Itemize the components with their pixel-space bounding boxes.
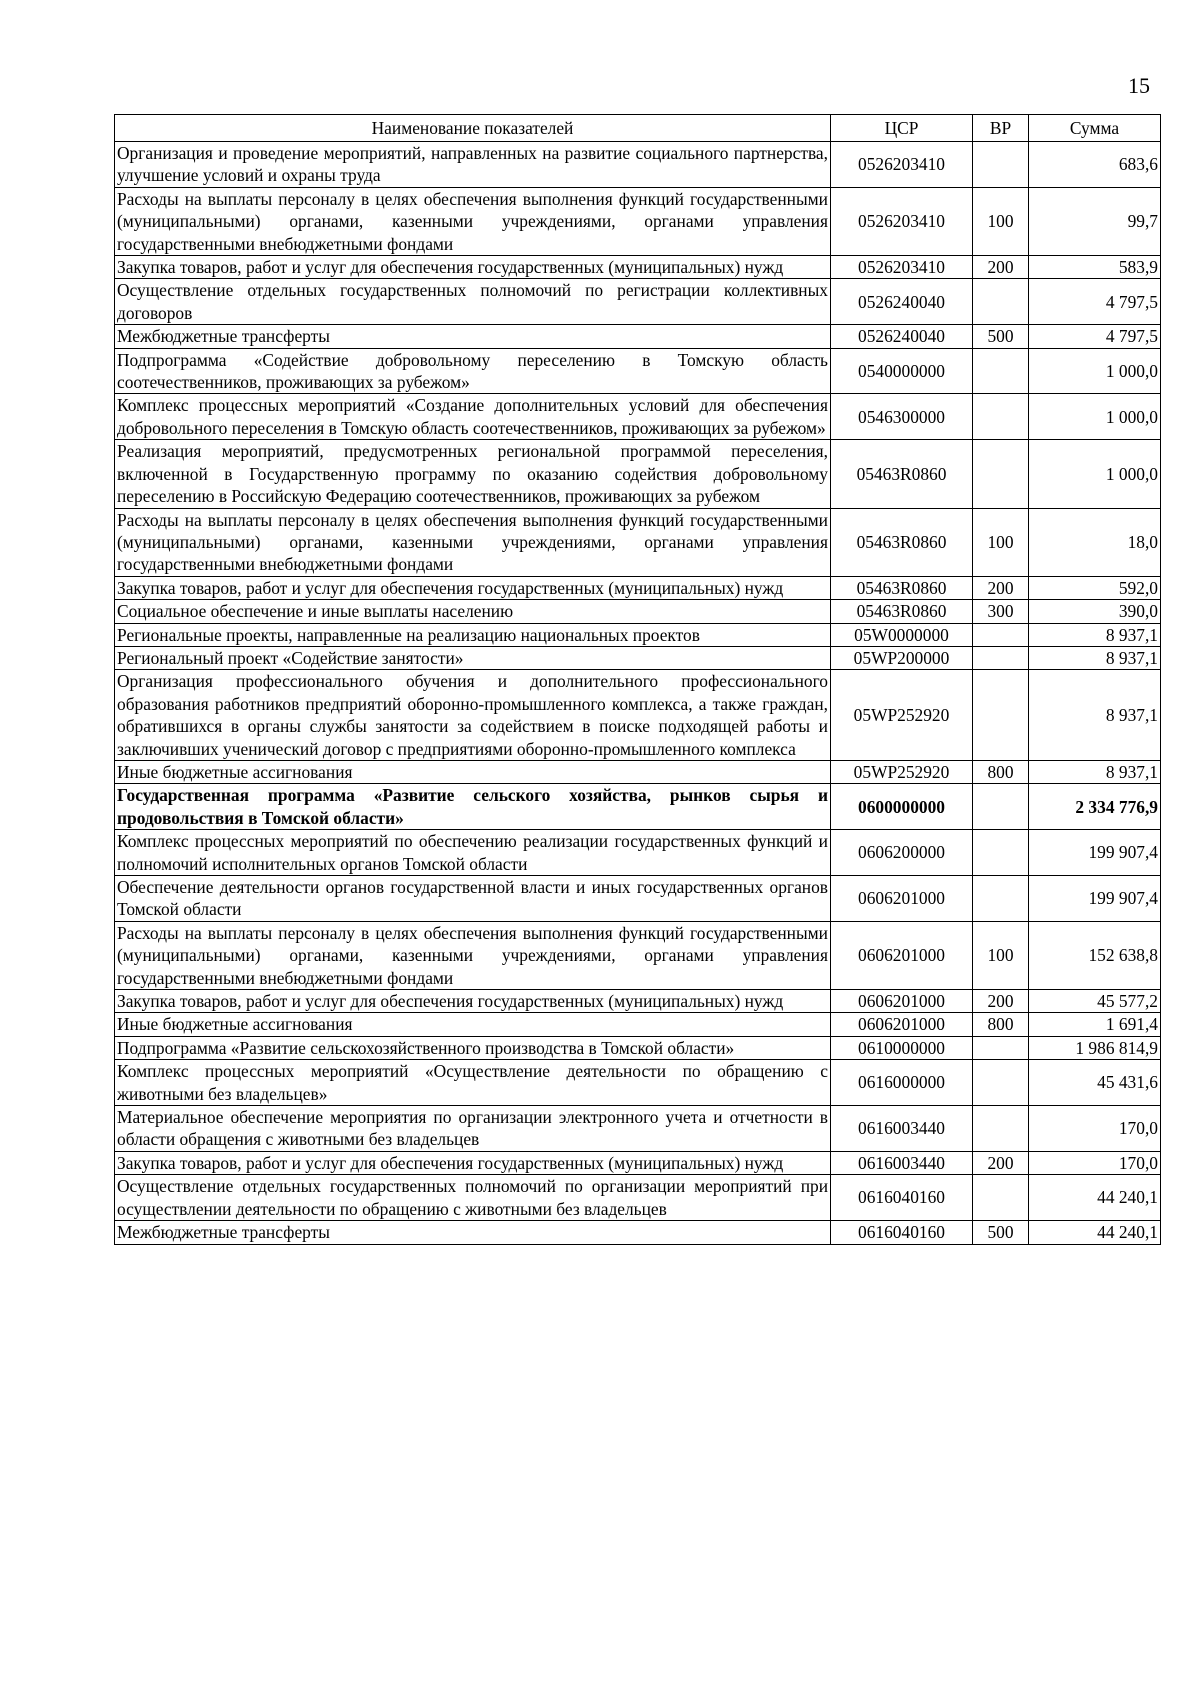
row-vr-cell xyxy=(973,1175,1029,1221)
row-vr-cell xyxy=(973,348,1029,394)
table-header-row xyxy=(115,115,1161,142)
header-vr: ВР xyxy=(973,115,1029,142)
row-sum-cell: 199 907,4 xyxy=(1029,876,1161,922)
row-sum-cell: 4 797,5 xyxy=(1029,279,1161,325)
row-vr-cell xyxy=(973,1106,1029,1152)
row-code-cell: 0616040160 xyxy=(831,1175,973,1221)
row-vr-cell: 500 xyxy=(973,1221,1029,1244)
row-code-cell: 0526240040 xyxy=(831,325,973,348)
table-row xyxy=(115,784,1161,830)
header-name: Наименование показателей xyxy=(115,115,831,142)
row-code-cell: 0526203410 xyxy=(831,142,973,188)
row-name-cell: Закупка товаров, работ и услуг для обеспечения государственных (муниципальных) нужд xyxy=(115,256,831,279)
table-row xyxy=(115,508,1161,576)
row-code-cell: 0540000000 xyxy=(831,348,973,394)
table-row xyxy=(115,256,1161,279)
row-code-cell: 0600000000 xyxy=(831,784,973,830)
row-sum-cell: 8 937,1 xyxy=(1029,760,1161,783)
row-name-cell: Социальное обеспечение и иные выплаты населению xyxy=(115,600,831,623)
table-row xyxy=(115,600,1161,623)
row-vr-cell xyxy=(973,394,1029,440)
row-sum-cell: 2 334 776,9 xyxy=(1029,784,1161,830)
table-row xyxy=(115,990,1161,1013)
header-sum: Сумма xyxy=(1029,115,1161,142)
row-sum-cell: 152 638,8 xyxy=(1029,921,1161,989)
row-name-cell: Организация и проведение мероприятий, направленных на развитие социального партнерства, улучшение условий и охраны труда xyxy=(115,142,831,188)
row-code-cell: 05463R0860 xyxy=(831,508,973,576)
row-vr-cell xyxy=(973,876,1029,922)
row-name-cell: Комплекс процессных мероприятий «Осуществление деятельности по обращению с животными без владельцев» xyxy=(115,1060,831,1106)
row-vr-cell: 100 xyxy=(973,921,1029,989)
row-name-cell: Межбюджетные трансферты xyxy=(115,1221,831,1244)
row-code-cell: 05463R0860 xyxy=(831,576,973,599)
row-sum-cell: 1 986 814,9 xyxy=(1029,1036,1161,1059)
table-row xyxy=(115,1151,1161,1174)
row-sum-cell: 390,0 xyxy=(1029,600,1161,623)
row-vr-cell xyxy=(973,1036,1029,1059)
row-sum-cell: 18,0 xyxy=(1029,508,1161,576)
row-name-cell: Осуществление отдельных государственных полномочий по регистрации коллективных договоров xyxy=(115,279,831,325)
row-code-cell: 0616040160 xyxy=(831,1221,973,1244)
row-code-cell: 05WP252920 xyxy=(831,670,973,761)
budget-table xyxy=(114,114,1161,1245)
row-vr-cell: 200 xyxy=(973,576,1029,599)
row-name-cell: Организация профессионального обучения и дополнительного профессионального образования работников предприятий оборонно-промышленного комплекса, а также граждан, обратившихся в органы службы занятости за содействием в поиске подходящей работы и заключивших ученический договор с предприятиями оборонно-промышленного комплекса xyxy=(115,670,831,761)
table-row xyxy=(115,348,1161,394)
row-code-cell: 0616000000 xyxy=(831,1060,973,1106)
row-code-cell: 0606201000 xyxy=(831,1013,973,1036)
table-row xyxy=(115,623,1161,646)
row-code-cell: 05463R0860 xyxy=(831,600,973,623)
row-code-cell: 05WP252920 xyxy=(831,760,973,783)
table-row xyxy=(115,670,1161,761)
row-sum-cell: 683,6 xyxy=(1029,142,1161,188)
table-row xyxy=(115,142,1161,188)
row-vr-cell xyxy=(973,670,1029,761)
row-code-cell: 0606201000 xyxy=(831,876,973,922)
row-code-cell: 0606201000 xyxy=(831,921,973,989)
row-sum-cell: 45 431,6 xyxy=(1029,1060,1161,1106)
row-sum-cell: 1 000,0 xyxy=(1029,440,1161,508)
table-body xyxy=(115,142,1161,1245)
row-code-cell: 0616003440 xyxy=(831,1151,973,1174)
row-code-cell: 0610000000 xyxy=(831,1036,973,1059)
row-sum-cell: 199 907,4 xyxy=(1029,830,1161,876)
row-vr-cell xyxy=(973,646,1029,669)
table-row xyxy=(115,876,1161,922)
table-row xyxy=(115,187,1161,255)
row-vr-cell xyxy=(973,440,1029,508)
table-row xyxy=(115,830,1161,876)
row-vr-cell xyxy=(973,784,1029,830)
row-code-cell: 0606201000 xyxy=(831,990,973,1013)
row-sum-cell: 592,0 xyxy=(1029,576,1161,599)
table-row xyxy=(115,1106,1161,1152)
table-row xyxy=(115,325,1161,348)
row-name-cell: Региональный проект «Содействие занятости» xyxy=(115,646,831,669)
table-row xyxy=(115,576,1161,599)
row-sum-cell: 45 577,2 xyxy=(1029,990,1161,1013)
row-name-cell: Обеспечение деятельности органов государственной власти и иных государственных органов Томской области xyxy=(115,876,831,922)
row-code-cell: 0616003440 xyxy=(831,1106,973,1152)
row-code-cell: 05463R0860 xyxy=(831,440,973,508)
row-code-cell: 0606200000 xyxy=(831,830,973,876)
row-name-cell: Комплекс процессных мероприятий «Создание дополнительных условий для обеспечения добровольного переселения в Томскую область соотечественников, проживающих за рубежом» xyxy=(115,394,831,440)
row-vr-cell: 200 xyxy=(973,990,1029,1013)
row-code-cell: 05WP200000 xyxy=(831,646,973,669)
row-vr-cell xyxy=(973,142,1029,188)
row-vr-cell: 100 xyxy=(973,508,1029,576)
row-code-cell: 0526203410 xyxy=(831,187,973,255)
row-name-cell: Материальное обеспечение мероприятия по организации электронного учета и отчетности в области обращения с животными без владельцев xyxy=(115,1106,831,1152)
row-name-cell: Осуществление отдельных государственных полномочий по организации мероприятий при осуществлении деятельности по обращению с животными без владельцев xyxy=(115,1175,831,1221)
table-row xyxy=(115,440,1161,508)
row-name-cell: Закупка товаров, работ и услуг для обеспечения государственных (муниципальных) нужд xyxy=(115,576,831,599)
row-name-cell: Расходы на выплаты персоналу в целях обеспечения выполнения функций государственными (муниципальными) органами, казенными учреждениями, органами управления государственными внебюджетными фондами xyxy=(115,508,831,576)
row-sum-cell: 4 797,5 xyxy=(1029,325,1161,348)
row-sum-cell: 8 937,1 xyxy=(1029,670,1161,761)
row-name-cell: Подпрограмма «Развитие сельскохозяйственного производства в Томской области» xyxy=(115,1036,831,1059)
row-sum-cell: 583,9 xyxy=(1029,256,1161,279)
row-vr-cell: 500 xyxy=(973,325,1029,348)
row-code-cell: 05W0000000 xyxy=(831,623,973,646)
table-row xyxy=(115,279,1161,325)
row-vr-cell xyxy=(973,830,1029,876)
row-name-cell: Подпрограмма «Содействие добровольному переселению в Томскую область соотечественников, проживающих за рубежом» xyxy=(115,348,831,394)
page-number: 15 xyxy=(1128,73,1150,98)
row-vr-cell: 200 xyxy=(973,256,1029,279)
row-name-cell: Расходы на выплаты персоналу в целях обеспечения выполнения функций государственными (муниципальными) органами, казенными учреждениями, органами управления государственными внебюджетными фондами xyxy=(115,187,831,255)
table-row xyxy=(115,394,1161,440)
row-name-cell: Закупка товаров, работ и услуг для обеспечения государственных (муниципальных) нужд xyxy=(115,990,831,1013)
row-vr-cell xyxy=(973,1060,1029,1106)
table-row xyxy=(115,1221,1161,1244)
row-vr-cell: 300 xyxy=(973,600,1029,623)
row-name-cell: Иные бюджетные ассигнования xyxy=(115,760,831,783)
header-code: ЦСР xyxy=(831,115,973,142)
row-name-cell: Региональные проекты, направленные на реализацию национальных проектов xyxy=(115,623,831,646)
row-name-cell: Комплекс процессных мероприятий по обеспечению реализации государственных функций и полномочий исполнительных органов Томской области xyxy=(115,830,831,876)
row-name-cell: Иные бюджетные ассигнования xyxy=(115,1013,831,1036)
row-sum-cell: 1 000,0 xyxy=(1029,348,1161,394)
row-sum-cell: 8 937,1 xyxy=(1029,646,1161,669)
table-row xyxy=(115,646,1161,669)
row-vr-cell: 100 xyxy=(973,187,1029,255)
row-sum-cell: 170,0 xyxy=(1029,1151,1161,1174)
table-row xyxy=(115,1175,1161,1221)
row-code-cell: 0526240040 xyxy=(831,279,973,325)
row-name-cell: Расходы на выплаты персоналу в целях обеспечения выполнения функций государственными (муниципальными) органами, казенными учреждениями, органами управления государственными внебюджетными фондами xyxy=(115,921,831,989)
row-name-cell: Реализация мероприятий, предусмотренных региональной программой переселения, включенной в Государственную программу по оказанию содействия добровольному переселению в Российскую Федерацию соотечественников, проживающих за рубежом xyxy=(115,440,831,508)
row-vr-cell: 800 xyxy=(973,760,1029,783)
row-vr-cell: 200 xyxy=(973,1151,1029,1174)
row-sum-cell: 44 240,1 xyxy=(1029,1175,1161,1221)
row-vr-cell xyxy=(973,623,1029,646)
row-sum-cell: 44 240,1 xyxy=(1029,1221,1161,1244)
table-row xyxy=(115,760,1161,783)
row-sum-cell: 1 000,0 xyxy=(1029,394,1161,440)
row-name-cell: Государственная программа «Развитие сельского хозяйства, рынков сырья и продовольствия в Томской области» xyxy=(115,784,831,830)
row-name-cell: Межбюджетные трансферты xyxy=(115,325,831,348)
row-name-cell: Закупка товаров, работ и услуг для обеспечения государственных (муниципальных) нужд xyxy=(115,1151,831,1174)
table-row xyxy=(115,1060,1161,1106)
row-sum-cell: 99,7 xyxy=(1029,187,1161,255)
row-vr-cell: 800 xyxy=(973,1013,1029,1036)
table-row xyxy=(115,1013,1161,1036)
row-vr-cell xyxy=(973,279,1029,325)
row-code-cell: 0526203410 xyxy=(831,256,973,279)
table-row xyxy=(115,921,1161,989)
row-sum-cell: 1 691,4 xyxy=(1029,1013,1161,1036)
row-sum-cell: 170,0 xyxy=(1029,1106,1161,1152)
row-sum-cell: 8 937,1 xyxy=(1029,623,1161,646)
row-code-cell: 0546300000 xyxy=(831,394,973,440)
table-row xyxy=(115,1036,1161,1059)
